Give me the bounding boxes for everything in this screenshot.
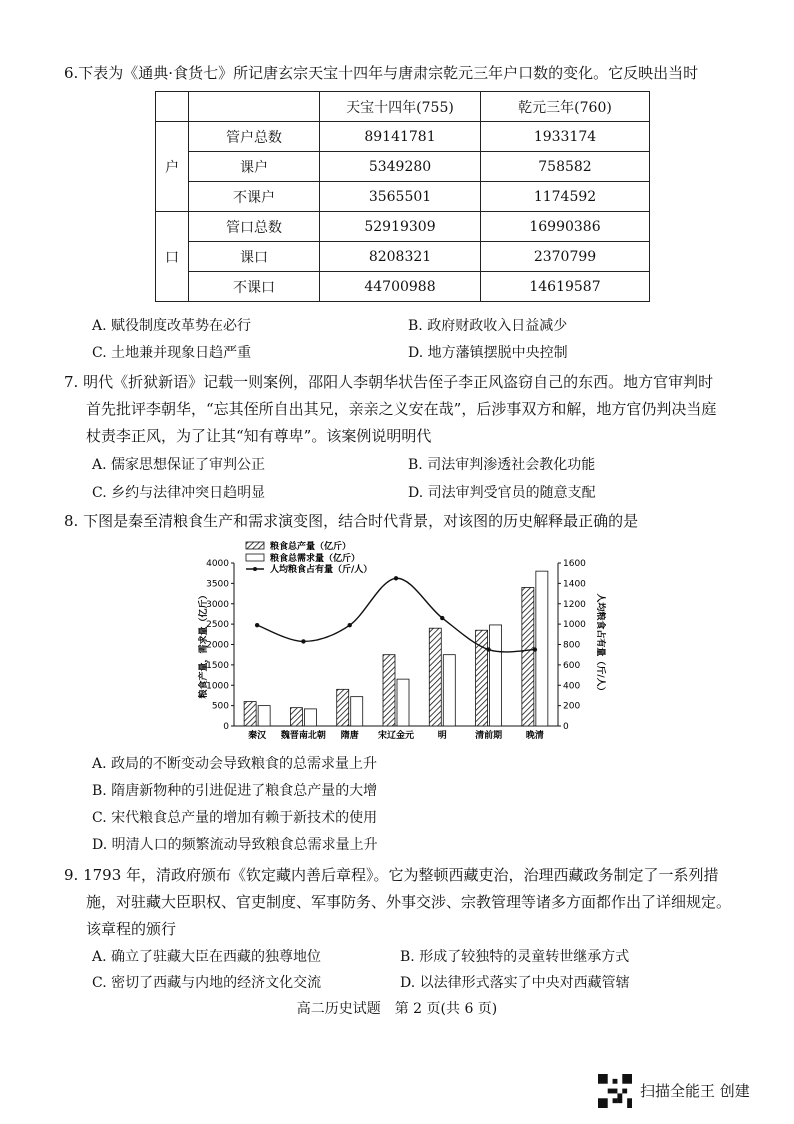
qr-code-icon bbox=[598, 1074, 632, 1108]
bar-demand bbox=[258, 706, 270, 726]
scanner-watermark: 扫描全能王 创建 bbox=[640, 1082, 750, 1100]
group-kou: 口 bbox=[156, 212, 189, 302]
chart-legend bbox=[246, 540, 372, 575]
per-capita-point bbox=[440, 616, 444, 620]
legend-swatch-point bbox=[253, 567, 257, 571]
cell: 52919309 bbox=[320, 212, 481, 242]
group-hu: 户 bbox=[156, 122, 189, 212]
x-tick-label: 魏晋南北朝 bbox=[280, 731, 326, 741]
q9-line-3: 该章程的颁行 bbox=[86, 920, 177, 938]
per-capita-point bbox=[394, 576, 398, 580]
y-tick-label: 0 bbox=[223, 722, 229, 732]
q6-option-b: B. 政府财政收入日益减少 bbox=[408, 318, 568, 334]
row-label: 课户 bbox=[189, 152, 320, 182]
q9-option-b: B. 形成了较独特的灵童转世继承方式 bbox=[400, 949, 630, 965]
x-tick-label: 晚清 bbox=[525, 731, 544, 741]
legend-label-production: 粮食总产量（亿斤） bbox=[270, 542, 352, 552]
q6-option-d: D. 地方藩镇摆脱中央控制 bbox=[408, 345, 568, 361]
bar-demand bbox=[536, 571, 548, 726]
y2-tick-label: 400 bbox=[563, 681, 581, 692]
bar-production bbox=[244, 702, 256, 726]
q8-option-c: C. 宋代粮食总产量的增加有赖于新技术的使用 bbox=[92, 810, 378, 826]
bar-production bbox=[522, 587, 534, 726]
y2-tick-label: 800 bbox=[563, 640, 581, 651]
q9-option-d: D. 以法律形式落实了中央对西藏管辖 bbox=[400, 975, 630, 991]
y-tick-label: 3500 bbox=[206, 579, 229, 590]
row-label: 不课户 bbox=[189, 182, 320, 212]
bar-demand bbox=[443, 655, 455, 726]
q9-option-c: C. 密切了西藏与内地的经济文化交流 bbox=[92, 975, 322, 991]
bar-production bbox=[337, 689, 349, 726]
cell: 14619587 bbox=[481, 272, 650, 302]
y2-tick-label: 1200 bbox=[563, 599, 586, 610]
cell: 3565501 bbox=[320, 182, 481, 212]
bar-demand bbox=[490, 625, 502, 726]
per-capita-point bbox=[486, 647, 490, 651]
legend-swatch-production bbox=[246, 542, 264, 549]
q6-option-c: C. 土地兼并现象日趋严重 bbox=[92, 345, 252, 361]
row-label: 课口 bbox=[189, 242, 320, 272]
row-label: 管户总数 bbox=[189, 122, 320, 152]
cell: 89141781 bbox=[320, 122, 481, 152]
q8-stem: 8. 下图是秦至清粮食生产和需求演变图，结合时代背景，对该图的历史解释最正确的是 bbox=[64, 512, 639, 530]
cell: 5349280 bbox=[320, 152, 481, 182]
bar-production bbox=[290, 708, 302, 726]
q7-option-d: D. 司法审判受官员的随意支配 bbox=[408, 485, 596, 501]
bar-production bbox=[383, 655, 395, 726]
y-axis-label: 粮食产量，需求量（亿斤） bbox=[199, 590, 209, 699]
y2-tick-label: 1000 bbox=[563, 620, 586, 631]
household-table bbox=[155, 91, 650, 302]
q8-option-d: D. 明清人口的频繁流动导致粮食总需求量上升 bbox=[92, 837, 378, 853]
grain-chart bbox=[180, 536, 610, 746]
y-tick-label: 1500 bbox=[206, 660, 229, 671]
bar-demand bbox=[397, 679, 409, 726]
table-header-755: 天宝十四年(755) bbox=[320, 92, 481, 122]
q7-line-2: 首先批评李朝华，“忘其侄所自出其兄，亲亲之义安在哉”，后涉事双方和解，地方官仍判决当庭 bbox=[86, 400, 717, 418]
q9-option-a: A. 确立了驻藏大臣在西藏的独尊地位 bbox=[92, 949, 322, 965]
cell: 8208321 bbox=[320, 242, 481, 272]
bar-demand bbox=[304, 709, 316, 726]
x-tick-label: 清前期 bbox=[475, 731, 503, 741]
cell: 16990386 bbox=[481, 212, 650, 242]
legend-label-demand: 粮食总需求量（亿斤） bbox=[270, 554, 361, 564]
y-tick-label: 3000 bbox=[206, 599, 229, 610]
q6-stem: 6.下表为《通典·食货七》所记唐玄宗天宝十四年与唐肃宗乾元三年户口数的变化。它反映出当时 bbox=[64, 64, 699, 82]
chart-bars bbox=[244, 571, 548, 726]
per-capita-point bbox=[348, 623, 352, 627]
row-label: 不课口 bbox=[189, 272, 320, 302]
q8-option-b: B. 隋唐新物种的引进促进了粮食总产量的大增 bbox=[92, 783, 378, 799]
cell: 1174592 bbox=[481, 182, 650, 212]
legend-label-per-capita: 人均粮食占有量（斤/人） bbox=[270, 565, 373, 575]
y-tick-label: 2000 bbox=[206, 640, 229, 651]
y-tick-label: 500 bbox=[211, 701, 229, 712]
legend-swatch-demand bbox=[246, 554, 264, 561]
x-tick-label: 隋唐 bbox=[340, 731, 359, 741]
q7-option-c: C. 乡约与法律冲突日趋明显 bbox=[92, 485, 266, 501]
y-tick-label: 4000 bbox=[206, 559, 229, 569]
bar-production bbox=[429, 628, 441, 726]
row-label: 管口总数 bbox=[189, 212, 320, 242]
chart-axes bbox=[231, 563, 561, 726]
x-tick-label: 秦汉 bbox=[248, 731, 267, 741]
x-tick-label: 明 bbox=[437, 731, 447, 741]
cell: 44700988 bbox=[320, 272, 481, 302]
cell: 2370799 bbox=[481, 242, 650, 272]
y2-tick-label: 600 bbox=[563, 660, 581, 671]
table-header-760: 乾元三年(760) bbox=[481, 92, 650, 122]
per-capita-point bbox=[255, 623, 259, 627]
y-tick-label: 2500 bbox=[206, 620, 229, 631]
y-tick-label: 1000 bbox=[206, 681, 229, 692]
y2-tick-label: 200 bbox=[563, 701, 581, 712]
q9-line-2: 施，对驻藏大臣职权、官吏制度、军事防务、外事交涉、宗教管理等诸多方面都作出了详细规定。 bbox=[86, 893, 732, 911]
q7-line-3: 杖责李正风，为了让其“知有尊卑”。该案例说明明代 bbox=[86, 427, 432, 445]
q7-option-a: A. 儒家思想保证了审判公正 bbox=[92, 457, 266, 473]
cell: 758582 bbox=[481, 152, 650, 182]
q7-option-b: B. 司法审判渗透社会教化功能 bbox=[408, 457, 596, 473]
y2-tick-label: 0 bbox=[563, 722, 569, 732]
q8-option-a: A. 政局的不断变动会导致粮食的总需求量上升 bbox=[92, 756, 378, 772]
q6-option-a: A. 赋役制度改革势在必行 bbox=[92, 318, 252, 334]
per-capita-point bbox=[301, 639, 305, 643]
q7-line-1: 7. 明代《折狱新语》记载一则案例，邵阳人李朝华状告侄子李正风盗窃自己的东西。地方官审判时 bbox=[64, 373, 714, 391]
bar-demand bbox=[351, 697, 363, 726]
cell: 1933174 bbox=[481, 122, 650, 152]
q9-line-1: 9. 1793 年，清政府颁布《钦定藏内善后章程》。它为整顿西藏吏治，治理西藏政务制定了一系列措 bbox=[64, 866, 719, 884]
page-footer: 高二历史试题 第 2 页(共 6 页) bbox=[296, 1001, 498, 1017]
y2-axis-label: 人均粮食占有量（斤/人） bbox=[595, 593, 605, 696]
y2-tick-label: 1400 bbox=[563, 579, 586, 590]
per-capita-point bbox=[533, 647, 537, 651]
y2-tick-label: 1600 bbox=[563, 559, 586, 569]
x-tick-label: 宋辽金元 bbox=[377, 731, 415, 741]
